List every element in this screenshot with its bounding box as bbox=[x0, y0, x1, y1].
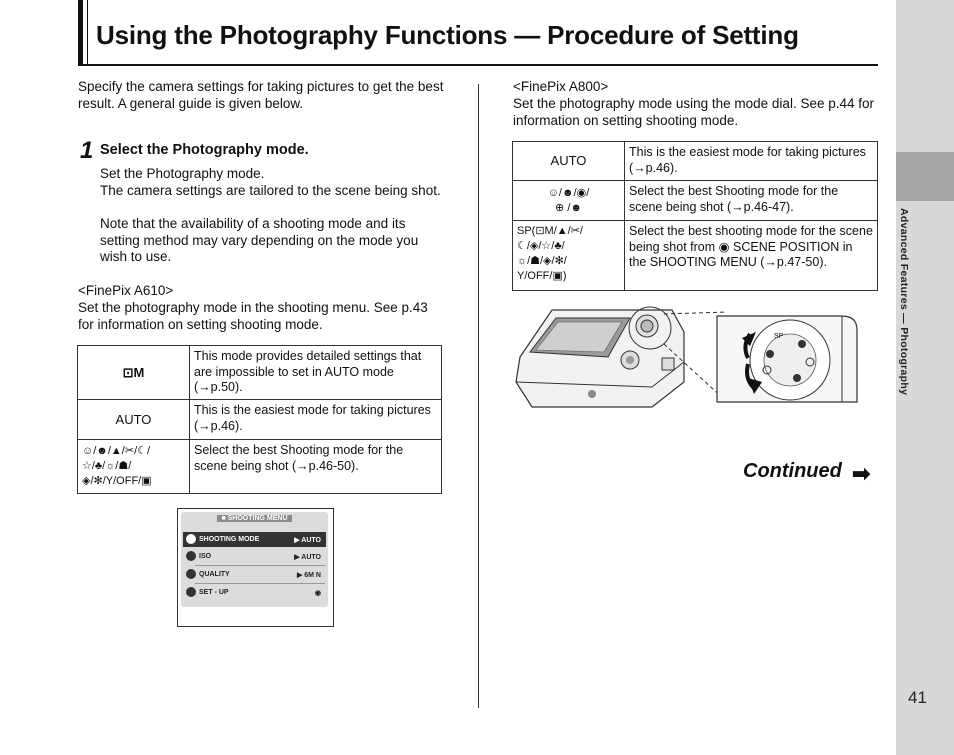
table-row bbox=[513, 181, 878, 221]
scene-mode-icons: ☺/☻/◉/ ⊕ /☻ bbox=[513, 181, 625, 221]
side-section-label: Advanced Features — Photography bbox=[898, 208, 910, 396]
step-body-3: Note that the availability of a shooting mode and its setting method may vary depending on the mode you wish to use. bbox=[100, 216, 419, 264]
step-body-2: The camera settings are tailored to the scene being shot. bbox=[100, 183, 441, 198]
model-text-a610: Set the photography mode in the shooting menu. See p.43 for information on setting shooting mode. bbox=[78, 300, 428, 332]
table-cell-desc: Select the best Shooting mode for the scene being shot (→p.46-47). bbox=[625, 181, 878, 221]
model-label-a800: <FinePix A800> bbox=[513, 79, 609, 94]
table-cell-desc: This mode provides detailed settings that are impossible to set in AUTO mode (→p.50). bbox=[190, 346, 442, 400]
step-number: 1 bbox=[80, 137, 94, 164]
table-cell-desc: Select the best Shooting mode for the scene being shot (→p.46-50). bbox=[190, 440, 442, 494]
a800-mode-table bbox=[512, 141, 878, 291]
table-row bbox=[78, 346, 442, 400]
page-title: Using the Photography Functions — Procedure of Setting bbox=[96, 20, 799, 50]
step-title: Select the Photography mode. bbox=[100, 142, 309, 158]
menu-item-shooting-mode[interactable]: SHOOTING MODE ▶ AUTO bbox=[183, 532, 326, 547]
table-row bbox=[78, 400, 442, 440]
column-divider bbox=[478, 84, 479, 708]
a610-mode-table bbox=[77, 345, 442, 494]
menu-item-iso[interactable]: ISO ▶ AUTO bbox=[183, 549, 326, 564]
m-mode-icon: ⊡M bbox=[78, 346, 190, 400]
auto-mode-label: AUTO bbox=[513, 142, 625, 181]
intro-text: Specify the camera settings for taking pictures to get the best result. A general guide is given below. bbox=[78, 79, 444, 111]
auto-mode-label: AUTO bbox=[78, 400, 190, 440]
svg-text:SP: SP bbox=[774, 333, 784, 340]
menu-header: ■ SHOOTING MENU bbox=[181, 515, 328, 522]
model-label-a610: <FinePix A610> bbox=[78, 283, 174, 298]
table-cell-desc: Select the best shooting mode for the scene being shot from ◉ SCENE POSITION in the SHOOTING MENU (→p.47-50). bbox=[625, 221, 878, 291]
page-number: 41 bbox=[908, 688, 927, 707]
continued-label: Continued bbox=[743, 460, 842, 482]
table-row bbox=[513, 221, 878, 291]
shooting-menu-screen bbox=[177, 508, 334, 627]
table-row bbox=[78, 440, 442, 494]
model-text-a800: Set the photography mode using the mode dial. See p.44 for information on setting shooting mode. bbox=[513, 96, 874, 128]
continued-arrow-icon: ➡ bbox=[852, 461, 871, 486]
side-tab-active bbox=[896, 152, 954, 201]
menu-item-quality[interactable]: QUALITY ▶ 6M N bbox=[183, 567, 326, 582]
table-cell-desc: This is the easiest mode for taking pictures (→p.46). bbox=[190, 400, 442, 440]
table-cell-desc: This is the easiest mode for taking pictures (→p.46). bbox=[625, 142, 878, 181]
sp-mode-icons: SP(⊡M/▲/✂/ ☾/◈/☆/♣/ ☼/☗/◈/✻/ Y/OFF/▣) bbox=[513, 221, 625, 291]
menu-item-setup[interactable]: SET - UP ◉ bbox=[183, 585, 326, 600]
camera-mode-dial-illustration bbox=[512, 302, 882, 412]
step-body-1: Set the Photography mode. bbox=[100, 166, 265, 181]
scene-mode-icons: ☺/☻/▲/✂/☾/ ☆/♣/☼/☗/ ◈/✻/Y/OFF/▣ bbox=[78, 440, 190, 494]
table-row bbox=[513, 142, 878, 181]
